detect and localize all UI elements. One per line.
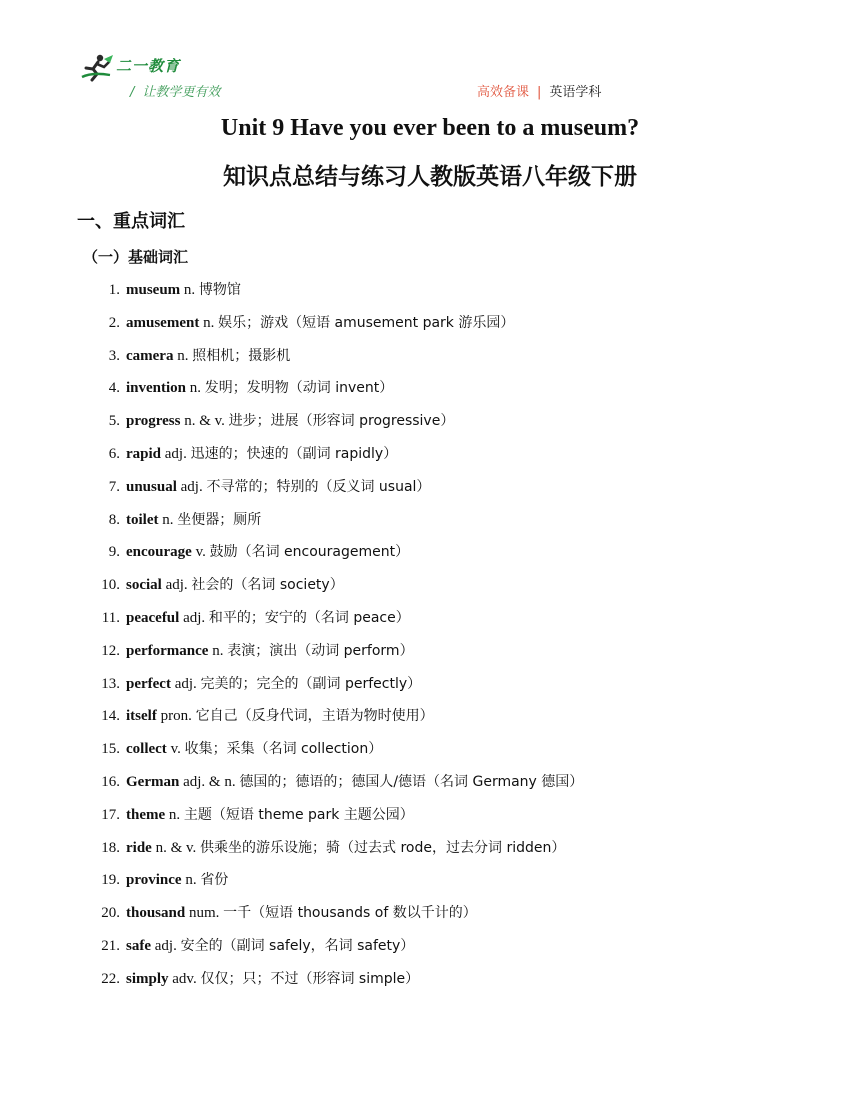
item-word: thousand: [126, 905, 186, 922]
item-number: 8.: [108, 511, 120, 528]
item-number: 10.: [101, 577, 120, 594]
header-right: 高效备课 | 英语学科: [477, 85, 602, 100]
vocab-item: [0, 737, 860, 770]
item-number: 16.: [101, 773, 120, 790]
item-entry: [126, 508, 261, 532]
item-meaning: 坐便器；厕所: [177, 511, 262, 528]
item-meaning: 鼓励（名词 encouragement）: [209, 544, 410, 561]
vocab-item: [0, 934, 860, 967]
item-pos: adj.: [174, 675, 197, 692]
item-word: encourage: [126, 544, 192, 561]
item-entry: [126, 868, 228, 892]
item-meaning: 表演；演出（动词 perform）: [227, 642, 414, 659]
item-pos: n.: [189, 380, 202, 397]
item-pos: n.: [203, 314, 215, 331]
item-number: 19.: [101, 872, 120, 889]
item-word: museum: [126, 282, 181, 298]
item-entry: [126, 836, 565, 860]
item-entry: [126, 934, 414, 958]
item-number: 14.: [101, 708, 120, 725]
item-word: ride: [126, 839, 152, 856]
item-entry: [126, 803, 414, 827]
item-meaning: 一千（短语 thousands of 数以千计的）: [223, 905, 477, 922]
item-meaning: 供乘坐的游乐设施；骑（过去式 rode，过去分词 ridden）: [200, 839, 566, 856]
vocab-item: [0, 672, 860, 705]
brand-logo: [80, 53, 210, 83]
item-meaning: 进步；进展（形容词 progressive）: [228, 413, 455, 430]
item-word: German: [126, 773, 180, 790]
item-pos: adj.: [165, 577, 188, 594]
item-meaning: 和平的；安宁的（名词 peace）: [208, 609, 410, 626]
item-word: perfect: [126, 675, 171, 692]
item-pos: num.: [188, 905, 220, 922]
item-pos: n.: [212, 642, 224, 659]
item-entry: [126, 639, 414, 663]
item-number: 21.: [101, 937, 120, 954]
vocab-item: [0, 344, 860, 377]
item-entry: [126, 737, 382, 761]
item-number: 11.: [101, 609, 120, 626]
item-number: 18.: [101, 839, 120, 856]
item-pos: adv.: [172, 970, 197, 987]
item-entry: [126, 344, 290, 368]
slogan: / 让教学更有效: [130, 85, 221, 100]
vocab-item: [0, 606, 860, 639]
item-number: 1.: [108, 282, 120, 298]
vocab-item: [0, 770, 860, 803]
vocab-item: [0, 442, 860, 475]
vocab-item: [0, 508, 860, 541]
vocab-item: [0, 639, 860, 672]
header-tag-subject: 英语学科: [549, 85, 602, 100]
item-word: collect: [126, 741, 167, 758]
vocab-item: [0, 475, 860, 508]
item-word: peaceful: [126, 609, 180, 626]
item-entry: [126, 606, 410, 630]
header-tag-prep: 高效备课: [477, 85, 530, 100]
slogan-text: 让教学更有效: [142, 85, 221, 100]
vocab-item: [0, 803, 860, 836]
item-word: province: [126, 872, 182, 889]
item-number: 9.: [108, 544, 120, 561]
section-heading: 一、重点词汇: [77, 211, 185, 232]
item-word: safe: [126, 937, 151, 954]
item-meaning: 不寻常的；特别的（反义词 usual）: [206, 478, 431, 495]
item-number: 5.: [108, 413, 120, 430]
vocab-item: [0, 376, 860, 409]
item-entry: [126, 770, 583, 794]
item-word: performance: [126, 642, 209, 659]
item-pos: n.: [162, 511, 174, 528]
item-meaning: 主题（短语 theme park 主题公园）: [183, 806, 414, 823]
vocab-item: [0, 278, 860, 311]
item-entry: [126, 409, 454, 433]
vocab-item: [0, 836, 860, 869]
item-pos: n.: [185, 872, 197, 889]
vocab-item: [0, 573, 860, 606]
item-word: itself: [126, 708, 157, 725]
vocab-item: [0, 704, 860, 737]
item-number: 20.: [101, 905, 120, 922]
item-meaning: 照相机；摄影机: [192, 347, 291, 364]
item-number: 13.: [101, 675, 120, 692]
item-number: 4.: [108, 380, 120, 397]
item-entry: [126, 967, 419, 991]
vocab-item: [0, 967, 860, 1000]
item-pos: adj.: [180, 478, 203, 495]
subsection-heading: （一）基础词汇: [83, 248, 189, 266]
item-pos: n.: [183, 282, 196, 298]
item-word: toilet: [126, 511, 159, 528]
item-entry: [126, 672, 421, 696]
item-entry: [126, 376, 393, 400]
item-pos: n.: [177, 347, 189, 364]
item-entry: [126, 442, 397, 466]
item-pos: n. & v.: [184, 413, 225, 430]
item-entry: [126, 278, 241, 302]
item-entry: [126, 901, 477, 925]
item-meaning: 德国的；德语的；德国人/德语（名词 Germany 德国）: [239, 773, 584, 790]
vocab-item: [0, 409, 860, 442]
item-pos: v.: [195, 544, 206, 561]
item-number: 3.: [108, 347, 120, 364]
brand-name: 二一教育: [116, 57, 181, 75]
item-word: unusual: [126, 478, 177, 495]
vocab-item: [0, 901, 860, 934]
item-number: 6.: [108, 445, 120, 462]
item-entry: [126, 475, 430, 499]
item-meaning: 发明；发明物（动词 invent）: [204, 380, 394, 397]
item-word: amusement: [126, 314, 200, 331]
item-pos: adj.: [154, 937, 177, 954]
item-word: rapid: [126, 445, 162, 462]
item-entry: [126, 573, 344, 597]
item-pos: adj.: [183, 609, 206, 626]
item-pos: adj. & n.: [183, 773, 236, 790]
item-entry: [126, 704, 434, 728]
item-pos: n.: [168, 806, 181, 823]
vocab-item: [0, 311, 860, 344]
item-number: 7.: [108, 478, 120, 495]
item-meaning: 它自己（反身代词，主语为物时使用）: [195, 708, 434, 725]
item-number: 15.: [101, 741, 120, 758]
vocab-item: [0, 868, 860, 901]
item-meaning: 省份: [200, 872, 229, 889]
item-number: 2.: [108, 314, 120, 331]
item-meaning: 社会的（名词 society）: [191, 577, 344, 594]
item-meaning: 安全的（副词 safely，名词 safety）: [180, 937, 415, 954]
item-number: 22.: [101, 970, 120, 987]
item-meaning: 仅仅；只；不过（形容词 simple）: [200, 970, 420, 987]
item-pos: pron.: [160, 708, 192, 725]
item-meaning: 迅速的；快速的（副词 rapidly）: [190, 445, 398, 462]
item-entry: [126, 311, 514, 335]
item-word: camera: [126, 347, 174, 364]
item-word: simply: [126, 970, 169, 987]
vocab-list: [0, 278, 860, 1000]
item-pos: n. & v.: [155, 839, 197, 856]
item-word: theme: [126, 806, 166, 823]
item-meaning: 完美的；完全的（副词 perfectly）: [200, 675, 422, 692]
item-meaning: 博物馆: [198, 282, 241, 298]
item-number: 17.: [101, 806, 120, 823]
item-pos: v.: [170, 741, 181, 758]
item-pos: adj.: [164, 445, 187, 462]
item-meaning: 娱乐；游戏（短语 amusement park 游乐园）: [218, 314, 515, 331]
item-word: invention: [126, 380, 187, 397]
vocab-item: [0, 540, 860, 573]
item-meaning: 收集；采集（名词 collection）: [184, 741, 383, 758]
page-title-en: Unit 9 Have you ever been to a museum?: [220, 115, 640, 141]
item-word: social: [126, 577, 162, 594]
page-title-cn: 知识点总结与练习人教版英语八年级下册: [223, 164, 637, 190]
runner-icon: [80, 53, 114, 83]
item-number: 12.: [101, 642, 120, 659]
item-entry: [126, 540, 409, 564]
item-word: progress: [126, 413, 181, 430]
